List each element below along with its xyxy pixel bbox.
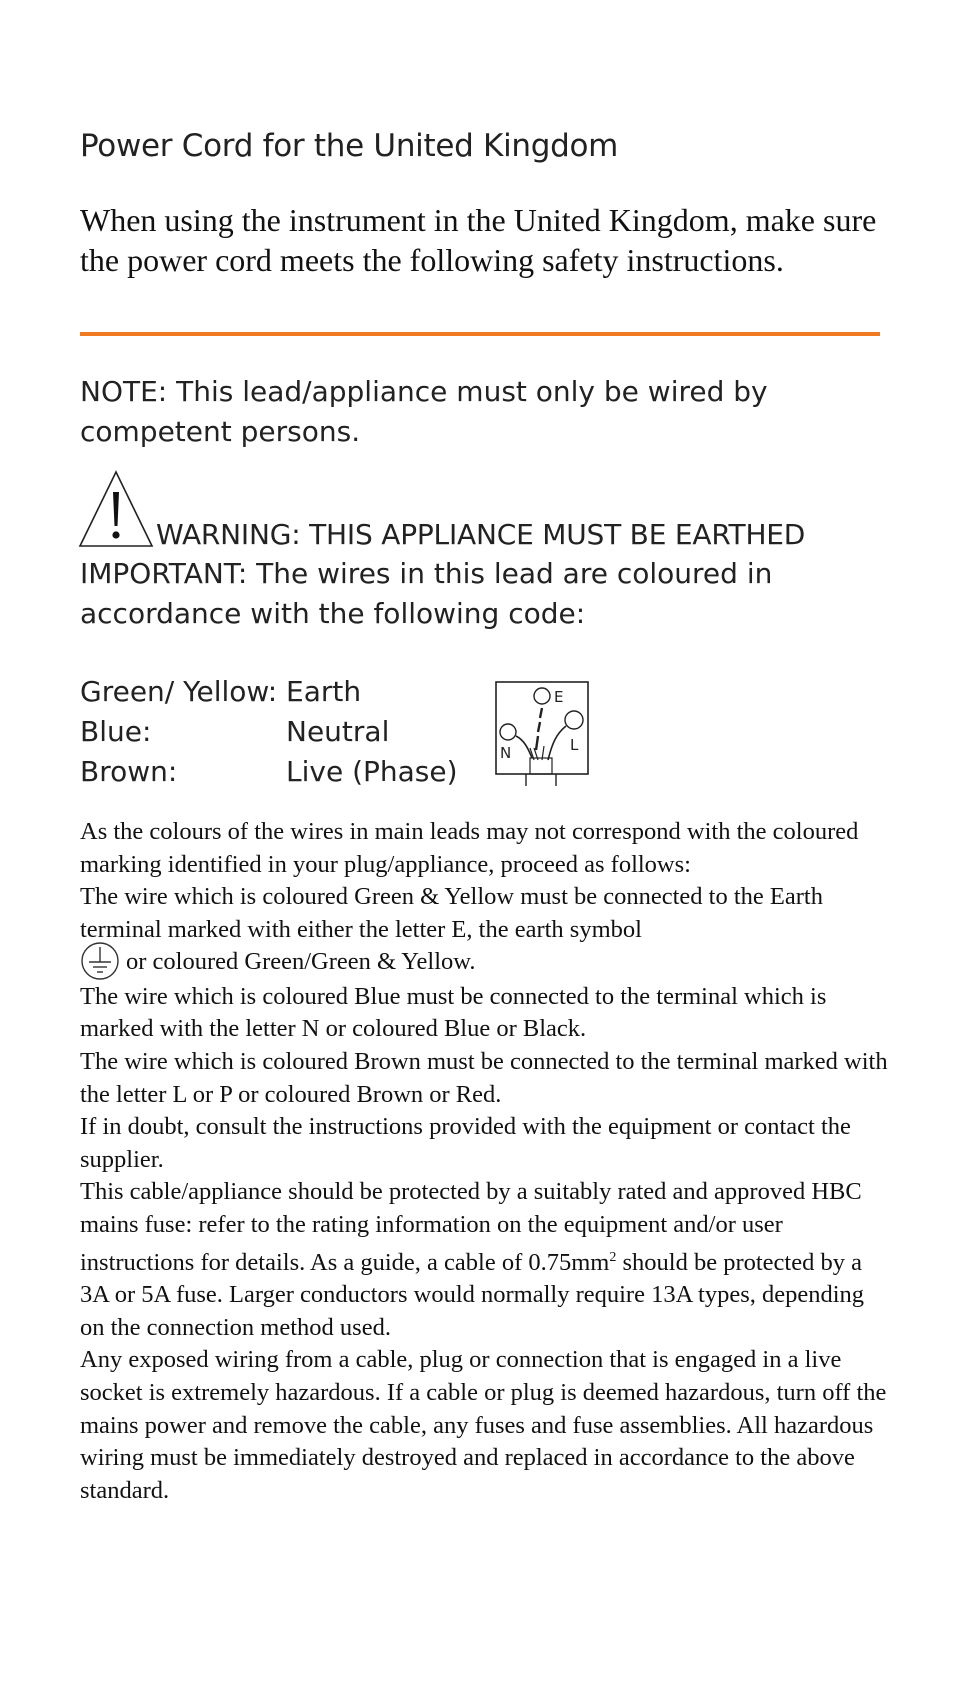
- wire-function-label: Neutral: [286, 715, 390, 748]
- note-text: NOTE: This lead/appliance must only be wired by competent persons.: [80, 375, 768, 448]
- intro-paragraph: When using the instrument in the United Kingdom, make sure the power cord meets the following safety instructions.: [80, 202, 877, 278]
- wire-colour-label: Brown:: [80, 755, 178, 788]
- paragraph-in-doubt: If in doubt, consult the instructions provided with the equipment or contact the supplier.: [80, 1113, 851, 1173]
- wire-colour-label: Green/ Yellow:: [80, 675, 278, 708]
- warning-text: WARNING: THIS APPLIANCE MUST BE EARTHED: [156, 518, 806, 551]
- plug-label-live: L: [570, 736, 579, 754]
- earth-symbol-icon: [80, 941, 120, 981]
- paragraph-brown-wire: The wire which is coloured Brown must be connected to the terminal marked with the letter L or P or coloured Brown or Red.: [80, 1047, 888, 1108]
- orange-divider: [80, 332, 880, 336]
- page-title: Power Cord for the United Kingdom: [80, 128, 619, 164]
- plug-label-neutral: N: [500, 744, 512, 762]
- wiring-instructions: [80, 816, 890, 1507]
- wire-function-label: Live (Phase): [286, 755, 458, 788]
- warning-triangle-icon: [78, 470, 154, 548]
- plug-wiring-diagram-icon: [494, 678, 590, 788]
- paragraph-fuse: This cable/appliance should be protected by a suitably rated and approved HBC mains fuse: refer to the rating information on the equipment and/or user instructions for details. As a guide, a cable of $0.75mm^2$ should be protected by a 3A or 5A fuse. Larger conductors would normally require 13A types, depending on the connection method used.: [80, 1178, 865, 1341]
- plug-label-earth: E: [554, 688, 564, 706]
- paragraph-earth-wire: The wire which is coloured Green & Yellow must be connected to the Earth terminal marked with either the letter E, the earth symbol or coloured Green/Green & Yellow.: [80, 881, 890, 981]
- paragraph-colours-mismatch: As the colours of the wires in main leads may not correspond with the coloured marking identified in your plug/appliance, proceed as follows:: [80, 818, 859, 878]
- paragraph-exposed-wiring: Any exposed wiring from a cable, plug or connection that is engaged in a live socket is extremely hazardous. If a cable or plug is deemed hazardous, turn off the mains power and remove the cable, any fuses and fuse assemblies. All hazardous wiring must be immediately destroyed and replaced in accordance to the above standard.: [80, 1346, 887, 1504]
- wire-colour-label: Blue:: [80, 715, 152, 748]
- paragraph-blue-wire: The wire which is coloured Blue must be connected to the terminal which is marked with the letter N or coloured Blue or Black.: [80, 982, 827, 1043]
- important-text: IMPORTANT: The wires in this lead are coloured in accordance with the following code:: [80, 557, 773, 630]
- wire-function-label: Earth: [286, 675, 362, 708]
